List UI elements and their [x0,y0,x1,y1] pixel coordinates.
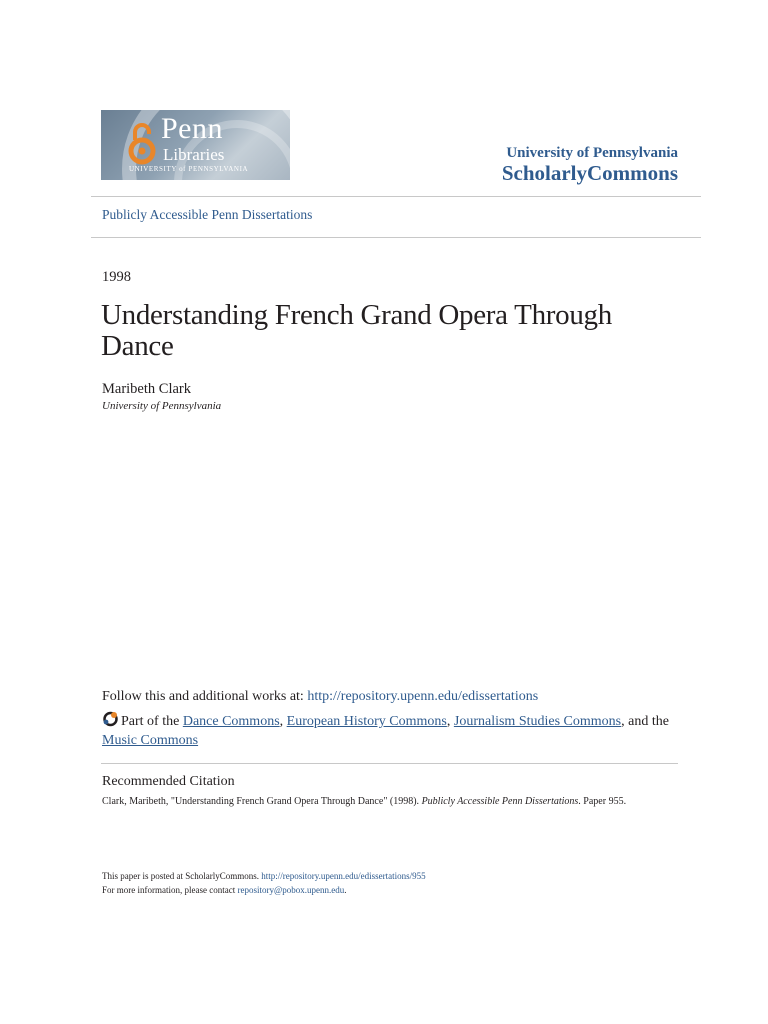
follow-line [102,689,538,705]
collection-divider [91,237,701,238]
open-access-lock-icon [127,120,157,166]
citation-end: . Paper 955. [578,796,627,807]
separator: , and the [621,714,669,729]
european-history-commons-link[interactable]: European History Commons [286,714,447,729]
paper-url-link[interactable]: http://repository.upenn.edu/edissertations/955 [261,871,426,881]
citation-start: Clark, Maribeth, "Understanding French Grand Opera Through Dance" (1998). [102,796,422,807]
university-name: University of Pennsylvania [506,145,678,161]
citation-divider [101,763,678,764]
collection-link[interactable]: Publicly Accessible Penn Dissertations [102,207,313,222]
citation-text [102,796,626,807]
posted-prefix: This paper is posted at ScholarlyCommons. [102,871,262,881]
citation-heading: Recommended Citation [102,774,235,789]
part-of-prefix: Part of the [121,714,183,729]
journalism-studies-commons-link[interactable]: Journalism Studies Commons [453,714,622,729]
contact-email-link[interactable]: repository@pobox.upenn.edu [237,885,345,895]
posted-line [102,871,426,881]
logo-penn-text: Penn [161,112,223,145]
publication-year: 1998 [102,269,131,285]
follow-prefix: Follow this and additional works at: [102,689,308,704]
dance-commons-link[interactable]: Dance Commons [182,714,280,729]
follow-url-link[interactable]: http://repository.upenn.edu/edissertations [307,689,539,704]
part-of-line [102,711,672,750]
logo-libraries-text: Libraries [163,145,225,164]
digital-commons-network-icon [102,711,119,727]
logo-university-text: UNIVERSITY of PENNSYLVANIA [129,165,249,173]
author-affiliation: University of Pennsylvania [102,400,222,412]
paper-title: Understanding French Grand Opera Through Dance [101,299,612,362]
contact-prefix: For more information, please contact [102,885,238,895]
contact-suffix: . [344,885,347,895]
contact-line [102,885,347,895]
penn-libraries-logo [101,110,290,180]
separator: , [446,714,454,729]
scholarly-commons-title: ScholarlyCommons [501,161,678,185]
header-divider [91,196,701,197]
music-commons-link[interactable]: Music Commons [102,733,199,748]
separator: , [279,714,287,729]
author-name: Maribeth Clark [102,381,191,397]
citation-series: Publicly Accessible Penn Dissertations [421,796,579,807]
